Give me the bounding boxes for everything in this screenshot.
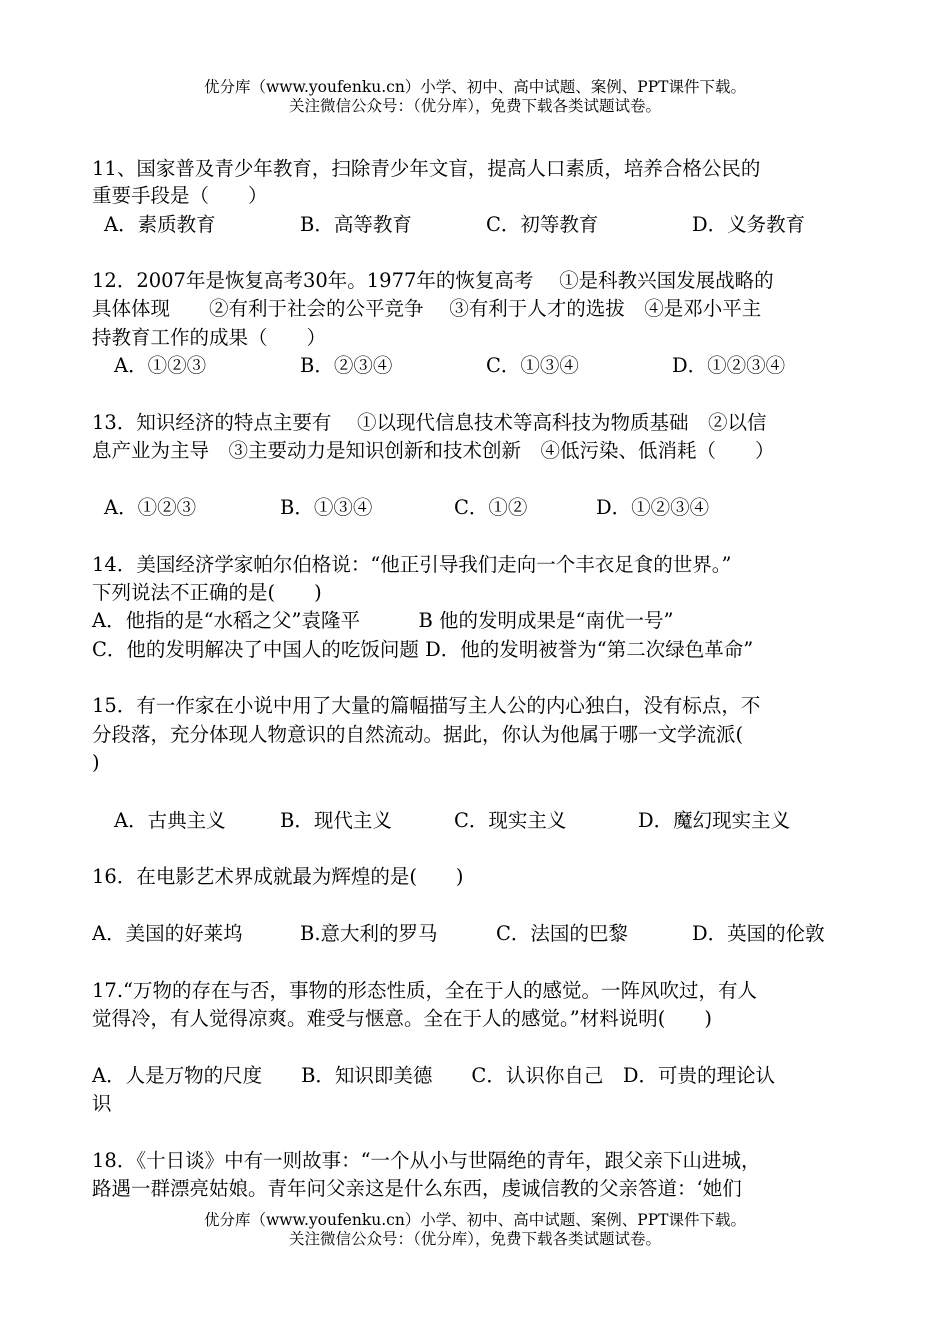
q11-line-2: 重要手段是（ ） xyxy=(92,184,268,207)
q15-option-a: A．古典主义 xyxy=(114,809,226,832)
q12-option-d: D．①②③④ xyxy=(672,354,786,377)
q14-line-2: 下列说法不正确的是( ) xyxy=(92,581,322,604)
q15-line-2: 分段落，充分体现人物意识的自然流动。据此，你认为他属于哪一文学流派( xyxy=(92,723,744,746)
q17-options-cont: 识 xyxy=(92,1092,112,1115)
q16-option-d: D．英国的伦敦 xyxy=(692,922,825,945)
q17-line-1: 17.“万物的存在与否，事物的形态性质，全在于人的感觉。一阵风吹过，有人 xyxy=(92,979,757,1002)
header-line-2: 关注微信公众号：（优分库），免费下载各类试题试卷。 xyxy=(288,97,661,115)
q16-option-a: A．美国的好莱坞 xyxy=(92,922,243,945)
q11-option-b: B．高等教育 xyxy=(300,213,412,236)
page-footer xyxy=(0,1211,950,1249)
q14-options-cd: C．他的发明解决了中国人的吃饭问题 D．他的发明被誉为“第二次绿色革命” xyxy=(92,638,754,661)
q13-line-2: 息产业为主导 ③主要动力是知识创新和技术创新 ④低污染、低消耗（ ） xyxy=(92,439,775,462)
q11-line-1: 11、国家普及青少年教育，扫除青少年文盲，提高人口素质，培养合格公民的 xyxy=(92,157,761,180)
q16-line-1: 16．在电影艺术界成就最为辉煌的是( ) xyxy=(92,865,464,888)
q15-line-1: 15．有一作家在小说中用了大量的篇幅描写主人公的内心独白，没有标点，不 xyxy=(92,694,761,717)
q11-option-d: D．义务教育 xyxy=(692,213,806,236)
q15-option-b: B．现代主义 xyxy=(280,809,392,832)
q12-option-b: B．②③④ xyxy=(300,354,393,377)
q12-line-1: 12．2007年是恢复高考30年。1977年的恢复高考 ①是科教兴国发展战略的 xyxy=(92,269,774,292)
q13-line-1: 13．知识经济的特点主要有 ①以现代信息技术等高科技为物质基础 ②以信 xyxy=(92,411,767,434)
q13-option-c: C．①② xyxy=(454,496,528,519)
header-line-1: 优分库（www.youfenku.cn）小学、初中、高中试题、案例、PPT课件下载。 xyxy=(203,78,747,96)
q13-option-a: A．①②③ xyxy=(104,496,197,519)
q12-option-c: C．①③④ xyxy=(486,354,579,377)
q11-option-c: C．初等教育 xyxy=(486,213,599,236)
q17-options: A．人是万物的尺度 B．知识即美德 C．认识你自己 D．可贵的理论认 xyxy=(92,1064,775,1087)
q15-line-3: ) xyxy=(92,751,100,774)
footer-line-2: 关注微信公众号：（优分库），免费下载各类试题试卷。 xyxy=(288,1230,661,1248)
page-header xyxy=(0,78,950,116)
q14-options-ab: A．他指的是“水稻之父”袁隆平 B 他的发明成果是“南优一号” xyxy=(92,609,674,632)
q12-line-3: 持教育工作的成果（ ） xyxy=(92,326,327,349)
q12-line-2: 具体体现 ②有利于社会的公平竞争 ③有利于人才的选拔 ④是邓小平主 xyxy=(92,297,762,320)
q18-line-1: 18．《十日谈》中有一则故事：“一个从小与世隔绝的青年，跟父亲下山进城， xyxy=(92,1149,761,1172)
q11-option-a: A．素质教育 xyxy=(104,213,216,236)
q14-line-1: 14．美国经济学家帕尔伯格说：“他正引导我们走向一个丰衣足食的世界。” xyxy=(92,553,732,576)
q17-line-2: 觉得冷，有人觉得凉爽。难受与惬意。全在于人的感觉。”材料说明( ) xyxy=(92,1007,712,1030)
q13-option-b: B．①③④ xyxy=(280,496,373,519)
q16-option-b: B.意大利的罗马 xyxy=(300,922,438,945)
q18-line-2: 路遇一群漂亮姑娘。青年问父亲这是什么东西，虔诚信教的父亲答道：‘她们 xyxy=(92,1177,742,1200)
q16-option-c: C．法国的巴黎 xyxy=(496,922,628,945)
footer-line-1: 优分库（www.youfenku.cn）小学、初中、高中试题、案例、PPT课件下载。 xyxy=(203,1211,747,1229)
q12-option-a: A．①②③ xyxy=(114,354,207,377)
q15-option-d: D．魔幻现实主义 xyxy=(638,809,791,832)
q15-option-c: C．现实主义 xyxy=(454,809,567,832)
q13-option-d: D．①②③④ xyxy=(596,496,710,519)
